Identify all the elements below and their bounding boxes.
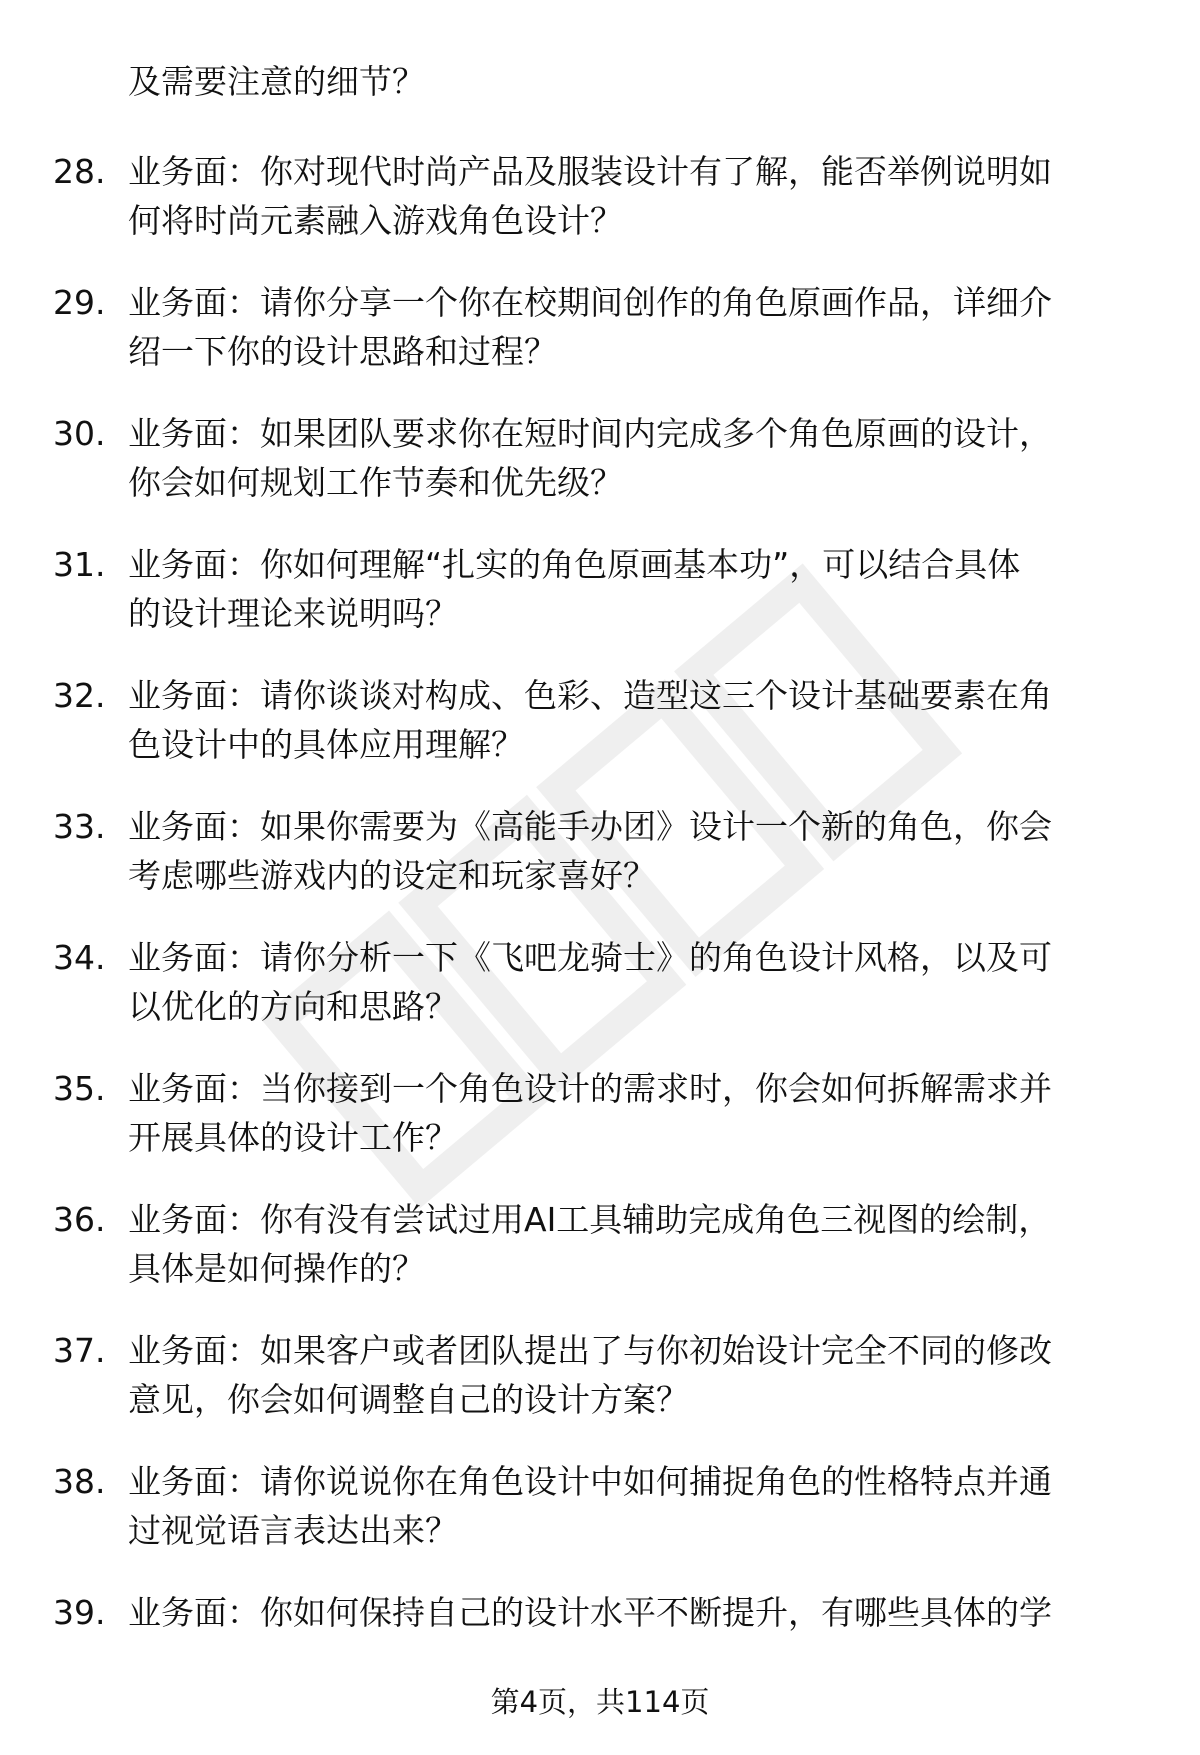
question-item [0, 933, 1200, 1064]
question-text-line-2: 何将时尚元素融入游戏角色设计？ [128, 201, 623, 240]
question-text-line-1: 业务面：如果客户或者团队提出了与你初始设计完全不同的修改 [128, 1331, 1052, 1370]
question-text-line-1: 业务面：当你接到一个角色设计的需求时，你会如何拆解需求并 [128, 1069, 1052, 1108]
question-text-line-1: 业务面：请你谈谈对构成、色彩、造型这三个设计基础要素在角 [128, 676, 1052, 715]
question-text-line-2: 色设计中的具体应用理解？ [128, 725, 524, 764]
question-text-line-2: 考虑哪些游戏内的设定和玩家喜好？ [128, 856, 656, 895]
question-item [0, 1064, 1200, 1195]
question-text-line-2: 开展具体的设计工作？ [128, 1118, 458, 1157]
question-text-line-1: 业务面：请你分享一个你在校期间创作的角色原画作品，详细介 [128, 283, 1052, 322]
page-footer: 第4页，共114页 [490, 1685, 710, 1719]
question-text-line-1: 业务面：你如何理解“扎实的角色原画基本功”，可以结合具体 [128, 545, 1021, 584]
question-text-line-1: 业务面：如果你需要为《高能手办团》设计一个新的角色，你会 [128, 807, 1052, 846]
question-text-line-1: 业务面：请你分析一下《飞吧龙骑士》的角色设计风格，以及可 [128, 938, 1052, 977]
question-item [0, 1326, 1200, 1457]
question-text-line-1: 业务面：你有没有尝试过用AI工具辅助完成角色三视图的绘制， [128, 1200, 1052, 1239]
question-item [0, 147, 1200, 278]
question-number: 32. [53, 676, 106, 715]
question-number: 36. [53, 1200, 106, 1239]
question-text-line-1: 业务面：请你说说你在角色设计中如何捕捉角色的性格特点并通 [128, 1462, 1052, 1501]
continuation-text: 及需要注意的细节？ [128, 62, 425, 101]
question-text-line-2: 绍一下你的设计思路和过程？ [128, 332, 557, 371]
question-list [0, 147, 1200, 1719]
question-text-line-2: 的设计理论来说明吗？ [128, 594, 458, 633]
question-item [0, 409, 1200, 540]
question-number: 28. [53, 152, 106, 191]
question-number: 33. [53, 807, 106, 846]
question-text-line-2: 具体是如何操作的？ [128, 1249, 425, 1288]
question-number: 39. [53, 1593, 106, 1632]
question-text-line-1: 业务面：你对现代时尚产品及服装设计有了解，能否举例说明如 [128, 152, 1052, 191]
question-item [0, 540, 1200, 671]
question-item [0, 1457, 1200, 1588]
question-text-line-2: 过视觉语言表达出来？ [128, 1511, 458, 1550]
question-number: 37. [53, 1331, 106, 1370]
question-item [0, 802, 1200, 933]
question-text-line-1: 业务面：如果团队要求你在短时间内完成多个角色原画的设计， [128, 414, 1052, 453]
question-item [0, 671, 1200, 802]
question-text-line-1: 业务面：你如何保持自己的设计水平不断提升，有哪些具体的学 [128, 1593, 1052, 1632]
question-text-line-2: 意见，你会如何调整自己的设计方案？ [128, 1380, 689, 1419]
question-number: 38. [53, 1462, 106, 1501]
question-text-line-2: 你会如何规划工作节奏和优先级？ [128, 463, 623, 502]
question-number: 30. [53, 414, 106, 453]
question-number: 31. [53, 545, 106, 584]
question-item [0, 278, 1200, 409]
question-number: 34. [53, 938, 106, 977]
question-text-line-2: 以优化的方向和思路？ [128, 987, 458, 1026]
question-number: 29. [53, 283, 106, 322]
question-item [0, 1195, 1200, 1326]
question-number: 35. [53, 1069, 106, 1108]
